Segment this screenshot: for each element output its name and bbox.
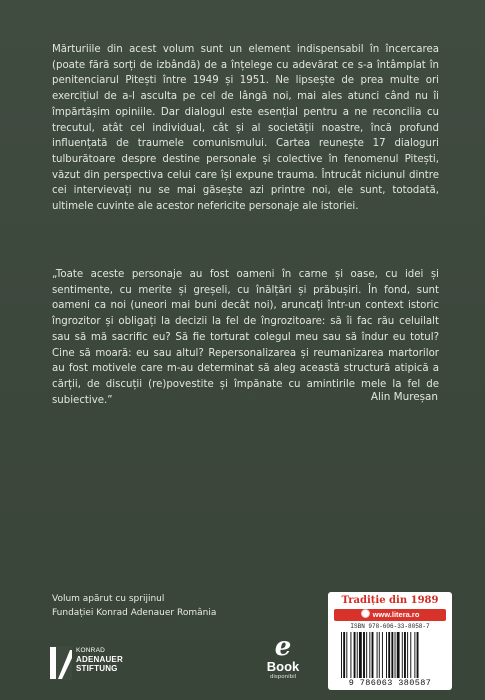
publisher-barcode-box [328,592,452,690]
support-line-2: Fundației Konrad Adenauer România [52,608,217,618]
barcode-stripe [397,632,400,678]
quote-author: Alin Mureșan [370,391,438,403]
support-credit [52,592,216,620]
barcode-stripe [357,632,358,678]
barcode-stripe [343,632,345,678]
blurb-quote-paragraph: „Toate aceste personaje au fost oameni în carne și oase, cu idei și sentimente, cu merite și greșeli, cu înălțări și prăbușiri. În fond, sunt oameni ca noi (uneori mai buni decât noi), aruncați într-un context istoric îngrozitor și obligați la decizii la fel de îngrozitoare: să îi fac rău celuilalt sau să mă sacrific eu? Să fie torturat colegul meu sau să îndur eu totul? Cine să moară: eu sau altul? Repersonalizarea și reumanizarea martorilor au fost motivele care m-au determinat să aleg această structură atipică a cărții, de discuții (re)povestite și împănate cu amintirile mele la fel de subiective.” [52,269,439,406]
barcode-stripe [388,632,390,678]
kas-logo-icon [50,646,72,680]
konrad-adenauer-logo [50,644,140,684]
barcode-stripe [372,632,374,678]
barcode-stripe [404,632,406,678]
website-banner [334,609,446,621]
website-url: www.litera.ro [372,610,420,619]
barcode-stripe [417,632,419,678]
globe-icon [361,609,370,618]
kas-logo-text: KONRAD ADENAUER STIFTUNG [76,647,123,673]
isbn-text: ISBN 978-606-33-8058-7 [350,623,430,630]
ebook-icon: e Book disponibil [266,632,300,680]
barcode-digits: 9 786063 380587 [348,678,432,688]
barcode-stripe [391,632,393,678]
barcode-stripe [395,632,396,678]
barcode-stripe [379,632,380,678]
barcode-stripe [402,632,403,678]
barcode-stripe [386,632,387,678]
barcode-stripe [407,632,408,678]
blurb-paragraph-1: Mărturiile din acest volum sunt un element indispensabil în încercarea (poate fără sorți de izbândă) de a înțelege cu adevărat ce s-a întâmplat în penitenciarul Pitești între 1949 și 1951. Ne lipsește de prea multe ori exercițiul de a-l asculta pe cel de lângă noi, mai ales atunci când nu îi împărtășim opiniile. Dar dialogul este esențial pentru a ne reconcilia cu trecutul, atât cel individual, cât și al societății noastre, încă profund influențată de traumele comunismului. Cartea reunește 17 dialoguri tulburătoare despre destine personale și colective în fenomenul Pitești, văzut din perspectiva celui care își expune trauma. Întrucât niciunul dintre cei intervievați nu se mai găsește azi printre noi, ele sunt, totodată, ultimele cuvinte ale acestor nefericite personaje ale istoriei. [52,44,439,213]
barcode-stripe [414,632,415,678]
barcode-stripe [382,632,383,678]
barcode-stripe [350,632,351,678]
barcode-stripe [341,632,342,678]
barcode-stripe [363,632,365,678]
barcode-stripe [369,632,370,678]
tradition-label: Tradiție din 1989 [341,595,439,606]
barcode-stripe [366,632,367,678]
barcode-stripe [359,632,362,678]
barcode [341,632,441,678]
barcode-stripe [354,632,356,678]
barcode-stripe [377,632,378,678]
support-line-1: Volum apărut cu sprijinul [52,594,165,604]
barcode-stripe [346,632,347,678]
barcode-stripe [410,632,411,678]
